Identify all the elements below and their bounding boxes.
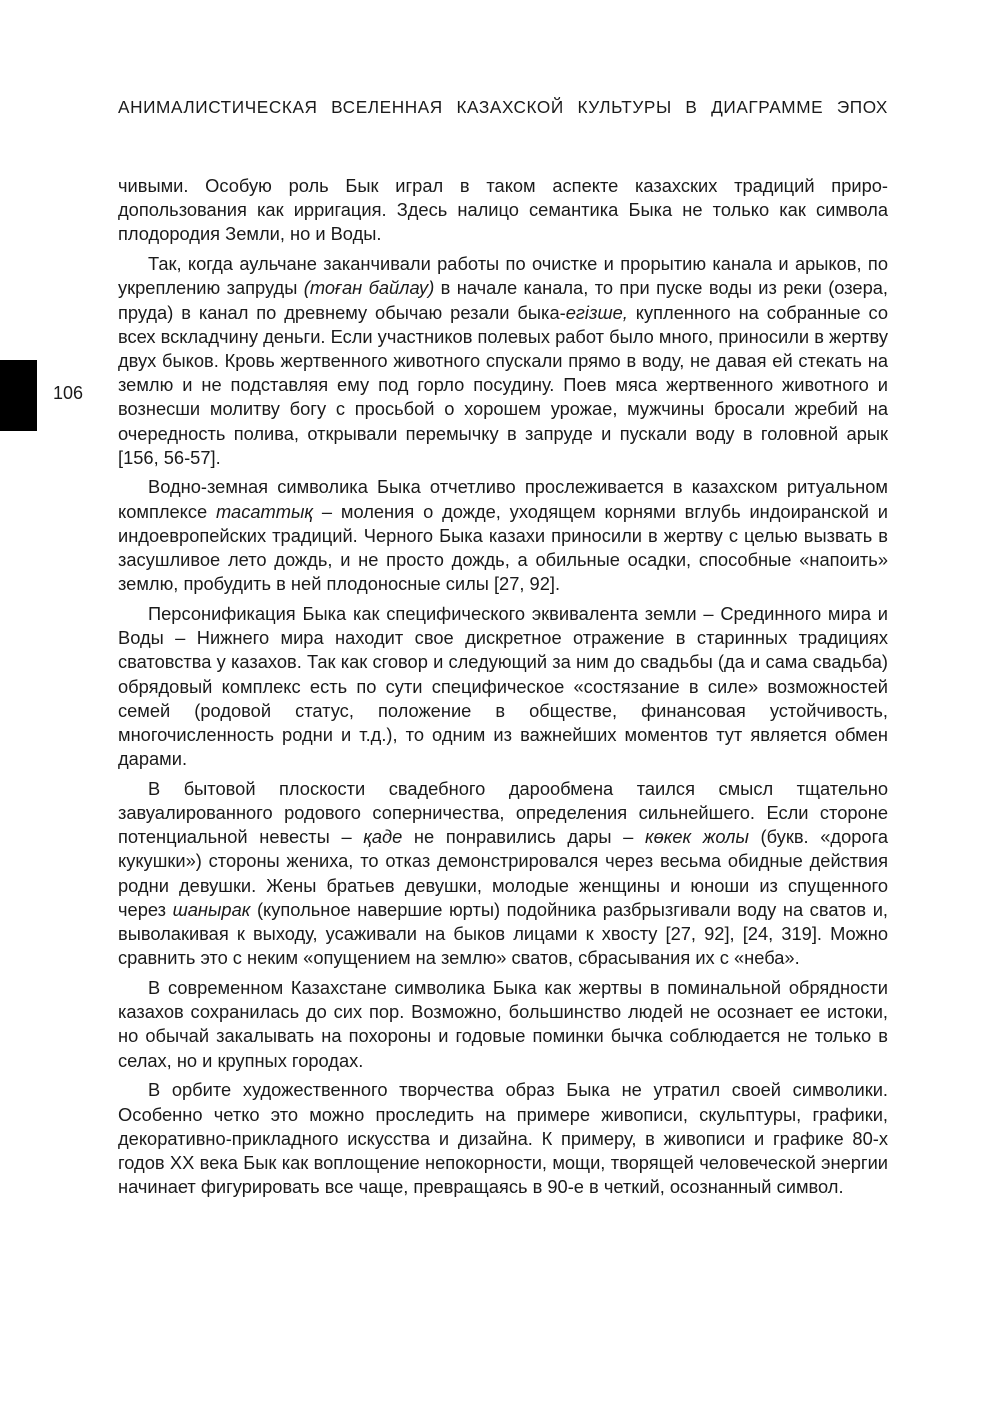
term-shanyrak: шанырак (172, 898, 251, 920)
paragraph-4: Персонификация Быка как специфического эквивалента земли – Срединного мира и Воды – Нижнего мира находит свое дискретное отражение в старинных традициях сватовства у казахов. Так как сговор и следующий за ним до свадьбы (да и сама свадьба) обрядовый комплекс есть по сути специфическое «состязание в силе» возможностей семей (родовой статус, положение в обществе, финансовая устойчивость, многочисленность родни и т.д.), то одним из важнейших моментов тут является обмен дарами. (118, 602, 888, 770)
term-kade: қаде (363, 826, 403, 848)
paragraph-2-text-b: в начале канала, то при пуске воды из реки (озера, пруда) в канал по древнему обычаю резали быка- (118, 277, 889, 323)
paragraph-5-text-a: В бытовой плоскости свадебного дарообмена таился смысл тщательно завуалированного родового соперничества, определения сильнейшего. Если стороне потенциальной невесты – (118, 777, 888, 848)
paragraph-6: В современном Казахстане символика Быка как жертвы в поминальной обрядности казахов сохранилась до сих пор. Возможно, большинство людей не осознает ее истоки, но обычай закалывать на похороны и годовые поминки бычка соблюдается не только в селах, но и крупных городах. (118, 977, 888, 1071)
term-togan-bailau: (тоған байлау) (303, 277, 435, 299)
term-kokek-zholy: көкек жолы (644, 826, 749, 848)
paragraph-2 (118, 252, 888, 470)
paragraph-5-text-b: не понравились дары – (402, 826, 645, 848)
page-number: 106 (53, 383, 84, 403)
paragraph-5-text-d: (купольное навершие юрты) подойника разбрызгивали воду на сватов и, выволакивая к выходу, усаживали на быков лицами к хвосту [27, 92], [24, 319]. Можно сравнить это с неким «опущением на землю» сватов, сбрасывания их с «неба». (118, 898, 888, 969)
paragraph-3 (118, 475, 888, 596)
paragraph-2-text-a: Так, когда аульчане заканчивали работы по очистке и прорытию канала и арыков, по укреплению запруды (118, 253, 888, 299)
term-tasattyk: тасаттық (216, 500, 314, 522)
term-egizshe: егізше, (565, 301, 628, 323)
paragraph-7: В орбите художественного творчества образ Быка не утратил своей символики. Особенно четко это можно проследить на примере живописи, скульптуры, графики, декоративно-прикладного искусства и дизайна. К примеру, в живописи и графике 80-х годов XX века Бык как воплощение непокорности, мощи, творящей человеческой энергии начинает фигурировать все чаще, превращаясь в 90-е в четкий, осознанный символ. (118, 1079, 888, 1198)
paragraph-2-text-c: купленного на собранные со всех вскладчину деньги. Если участников полевых работ было много, приносили в жертву двух быков. Кровь жертвенного животного спускали прямо в воду, не давая ей стекать на землю и не подставляя ему под горло посудину. Поев мяса жертвенного животного и вознесши молитву богу с просьбой о хорошем урожае, мужчины бросали жребий на очередность полива, открывали перемычку в запруде и пускали воду в головной арык [156, 56-57]. (118, 301, 889, 468)
paragraph-3-text-b: – моления о дожде, уходящем корнями вглубь индоиранской и индоевропейских традиций. Черного Быка казахи приносили в жертву с целью вызвать в засушливое лето дождь, и не просто дождь, а обильные осадки, способные «напоить» землю, пробудить в ней плодоносные силы [27, 92]. (118, 500, 888, 595)
paragraph-1: чивыми. Особую роль Бык играл в таком аспекте казахских традиций приро-допользования как ирригация. Здесь налицо семантика Быка не только как символа плодородия Земли, но и Воды. (118, 175, 888, 245)
running-title: АНИМАЛИСТИЧЕСКАЯ ВСЕЛЕННАЯ КАЗАХСКОЙ КУЛЬТУРЫ В ДИАГРАММЕ ЭПОХ (118, 97, 888, 117)
paragraph-3-text-a: Водно-земная символика Быка отчетливо прослеживается в казахском ритуальном комплексе (118, 476, 888, 522)
paragraph-5 (118, 777, 888, 971)
page-edge-tab (0, 360, 37, 431)
paragraph-5-text-c: (букв. «дорога кукушки») стороны жениха, то отказ демонстрировался через весьма обидные действия родни девушки. Жены братьев девушки, молодые женщины и юноши из спущенного через (118, 826, 889, 920)
body-text (118, 174, 888, 1205)
